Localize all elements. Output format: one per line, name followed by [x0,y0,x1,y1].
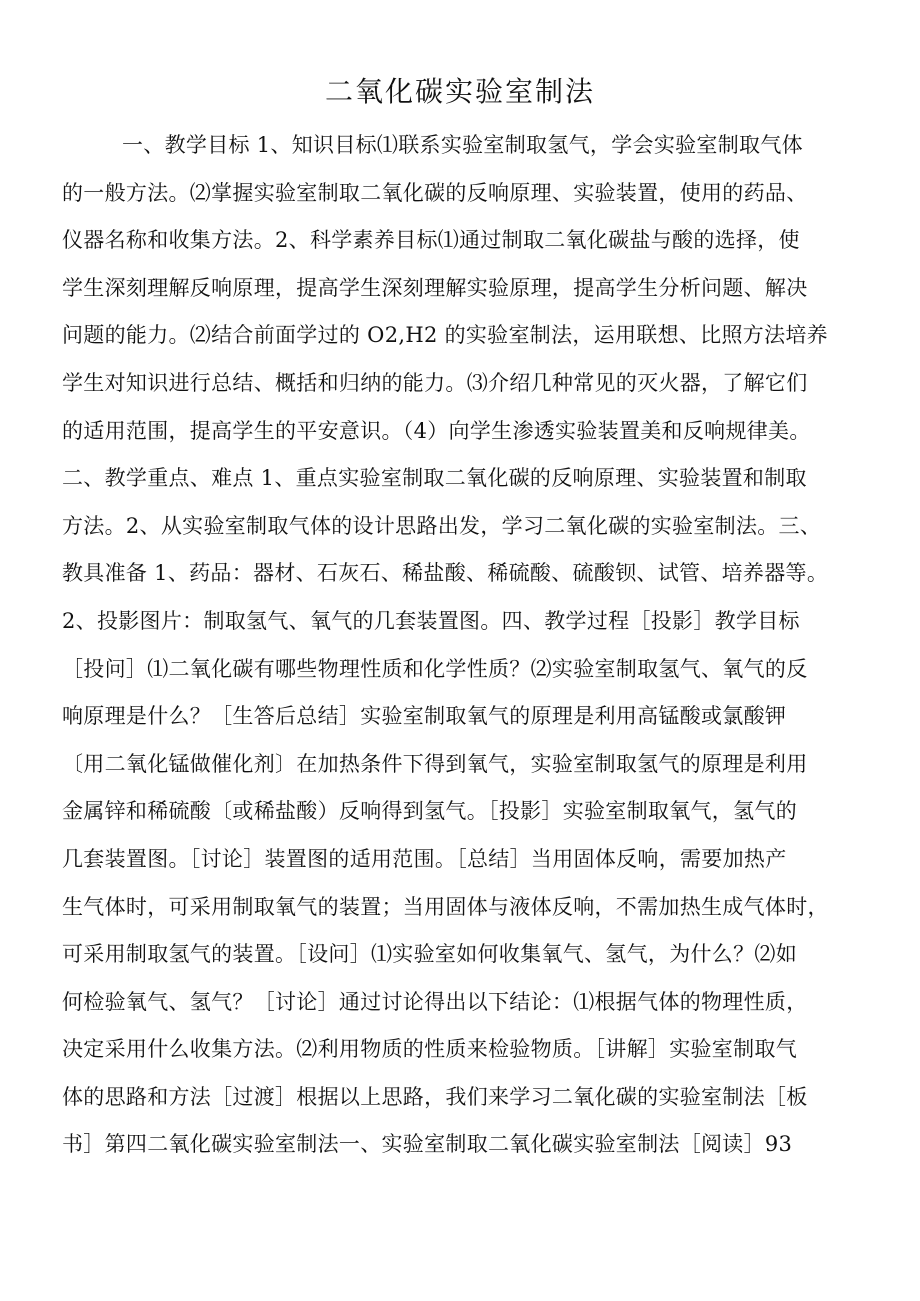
body-line: 的一般方法。⑵掌握实验室制取二氧化碳的反响原理、实验装置，使用的药品、 [62,180,808,205]
body-line: 几套装置图。［讨论］装置图的适用范围。［总结］当用固体反响，需要加热产 [62,846,787,871]
body-line: 何检验氧气、氢气？［讨论］通过讨论得出以下结论：⑴根据气体的物理性质， [62,989,808,1014]
body-line: 响原理是什么？［生答后总结］实验室制取氧气的原理是利用高锰酸或氯酸钾 [62,704,787,729]
body-line: 体的思路和方法［过渡］根据以上思路，我们来学习二氧化碳的实验室制法［板 [62,1084,808,1109]
body-line: 〔用二氧化锰做催化剂〕在加热条件下得到氧气，实验室制取氢气的原理是利用 [62,751,808,776]
body-line: 问题的能力。⑵结合前面学过的 O2,H2 的实验室制法，运用联想、比照方法培养 [62,323,828,348]
body-line: 仪器名称和收集方法。2、科学素养目标⑴通过制取二氧化碳盐与酸的选择，使 [62,228,800,253]
body-line: 金属锌和稀硫酸〔或稀盐酸）反响得到氢气。［投影］实验室制取氧气，氢气的 [62,799,797,824]
body-line: 方法。2、从实验室制取气体的设计思路出发，学习二氧化碳的实验室制法。三、 [62,513,822,538]
body-line: 2、投影图片：制取氢气、氧气的几套装置图。四、教学过程［投影］教学目标 [62,608,800,633]
body-line: 可采用制取氢气的装置。［设问］⑴实验室如何收集氧气、氢气，为什么？⑵如 [62,942,797,967]
body-line: 二、教学重点、难点 1、重点实验室制取二氧化碳的反响原理、实验装置和制取 [62,466,807,491]
body-line: 学生对知识进行总结、概括和归纳的能力。⑶介绍几种常见的灭火器，了解它们 [62,370,808,395]
body-line: 一、教学目标 1、知识目标⑴联系实验室制取氢气，学会实验室制取气体 [122,133,803,157]
document-body [62,122,862,1169]
body-line: 决定采用什么收集方法。⑵利用物质的性质来检验物质。［讲解］实验室制取气 [62,1037,797,1062]
body-line: 书］第四二氧化碳实验室制法一、实验室制取二氧化碳实验室制法［阅读］93 [62,1132,793,1157]
body-line: 生气体时，可采用制取氧气的装置；当用固体与液体反响，不需加热生成气体时， [62,894,829,919]
body-line: 学生深刻理解反响原理，提高学生深刻理解实验原理，提高学生分析问题、解决 [62,275,808,300]
document-title: 二氧化碳实验室制法 [324,75,595,108]
body-line: ［投问］⑴二氧化碳有哪些物理性质和化学性质？⑵实验室制取氢气、氧气的反 [62,656,808,681]
body-line: 教具准备 1、药品：器材、石灰石、稀盐酸、稀硫酸、硫酸钡、试管、培养器等。 [62,561,829,586]
body-line: 的适用范围，提高学生的平安意识。（4）向学生渗透实验装置美和反响规律美。 [62,418,811,443]
